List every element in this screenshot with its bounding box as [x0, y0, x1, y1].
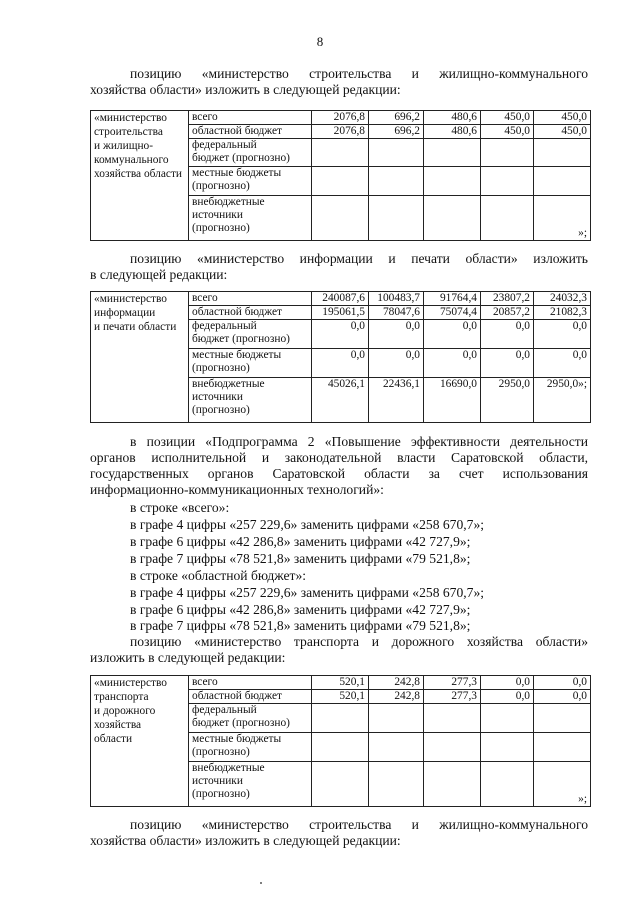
row-label-line: источники: [192, 775, 243, 787]
paragraph-line: позицию «министерство строительства и жилищно-коммунального: [130, 817, 588, 832]
value-cell: [312, 704, 369, 733]
value-cell: 0,0: [534, 676, 591, 690]
value-cell: [481, 196, 534, 241]
value-cell: 240087,6: [312, 292, 369, 306]
value-cell: 0,0: [369, 349, 424, 378]
paragraph-information-intro: [90, 251, 588, 283]
value-cell: [369, 139, 424, 167]
value-cell: [424, 733, 481, 762]
paragraph-subprogram-2: [90, 434, 588, 498]
paragraph-construction-repeat: [90, 817, 588, 849]
row-label: [189, 125, 312, 139]
value-cell: 2076,8: [312, 111, 369, 125]
row-label-line: (прогнозно): [192, 788, 250, 800]
org-name-line: «министерство: [94, 677, 168, 689]
value-cell: 75074,4: [424, 306, 481, 320]
value-cell: 91764,4: [424, 292, 481, 306]
value-cell: [369, 704, 424, 733]
table-row: [91, 292, 591, 306]
table-construction-ministry: [90, 110, 591, 241]
org-name-line: информации: [94, 307, 156, 319]
row-label: [189, 320, 312, 349]
value-cell: 0,0: [481, 349, 534, 378]
row-label-line: источники: [192, 391, 243, 403]
value-cell: 24032,3: [534, 292, 591, 306]
value-cell: »;: [534, 196, 591, 241]
value-cell: 450,0: [534, 125, 591, 139]
value-cell: 2950,0»;: [534, 378, 591, 423]
value-cell: 23807,2: [481, 292, 534, 306]
row-label-line: федеральный: [192, 320, 257, 332]
paragraph-construction-intro: [90, 66, 588, 98]
value-cell: 45026,1: [312, 378, 369, 423]
row-label-line: всего: [192, 111, 218, 123]
row-label: [189, 690, 312, 704]
org-name-cell: [91, 111, 189, 241]
edit-line: в строке «областной бюджет»:: [130, 568, 307, 583]
edit-line: в графе 4 цифры «257 229,6» заменить цифрами «258 670,7»;: [130, 517, 485, 532]
row-label-line: областной бюджет: [192, 690, 282, 702]
paragraph-line: позицию «министерство строительства и жилищно-коммунального: [130, 66, 588, 81]
value-cell: 450,0: [481, 125, 534, 139]
org-name-cell: [91, 292, 189, 423]
edit-line: в графе 4 цифры «257 229,6» заменить цифрами «258 670,7»;: [130, 585, 485, 600]
row-label: [189, 139, 312, 167]
row-label: [189, 676, 312, 690]
value-cell: 0,0: [534, 690, 591, 704]
value-cell: 450,0: [481, 111, 534, 125]
org-name-cell: [91, 676, 189, 807]
value-cell: 520,1: [312, 690, 369, 704]
value-cell: [534, 733, 591, 762]
row-label-line: федеральный: [192, 704, 257, 716]
value-cell: 0,0: [481, 320, 534, 349]
value-cell: 78047,6: [369, 306, 424, 320]
value-cell: [424, 762, 481, 807]
value-cell: [312, 733, 369, 762]
value-cell: [424, 139, 481, 167]
org-name-line: хозяйства области: [94, 168, 183, 180]
value-cell: 20857,2: [481, 306, 534, 320]
org-name-line: области: [94, 733, 133, 745]
page-number: 8: [316, 34, 324, 49]
paragraph-line: в позиции «Подпрограмма 2 «Повышение эффективности деятельности: [130, 434, 588, 449]
row-label: [189, 378, 312, 423]
row-label-line: источники: [192, 209, 243, 221]
scan-speck: [260, 882, 262, 884]
value-cell: [534, 704, 591, 733]
paragraph-line: органов исполнительной и законодательной власти Саратовской области,: [90, 450, 588, 465]
table-row: [91, 676, 591, 690]
row-label-line: местные бюджеты: [192, 349, 282, 361]
org-name-line: «министерство: [94, 293, 168, 305]
value-cell: [369, 196, 424, 241]
row-label-line: местные бюджеты: [192, 733, 282, 745]
value-cell: 0,0: [312, 320, 369, 349]
row-label: [189, 167, 312, 196]
org-name-line: и жилищно-: [94, 140, 154, 152]
value-cell: [312, 139, 369, 167]
value-cell: 0,0: [424, 320, 481, 349]
value-cell: [424, 196, 481, 241]
org-name-line: «министерство: [94, 112, 168, 124]
value-cell: 0,0: [424, 349, 481, 378]
value-cell: [481, 167, 534, 196]
row-label-line: местные бюджеты: [192, 167, 282, 179]
row-label-line: (прогнозно): [192, 362, 250, 374]
value-cell: [481, 733, 534, 762]
value-cell: 0,0: [481, 676, 534, 690]
row-label-line: областной бюджет: [192, 306, 282, 318]
row-label-line: федеральный: [192, 139, 257, 151]
value-cell: [534, 167, 591, 196]
value-cell: [369, 762, 424, 807]
row-label-line: внебюджетные: [192, 762, 265, 774]
table-transport-ministry: [90, 675, 591, 807]
value-cell: 450,0: [534, 111, 591, 125]
value-cell: [481, 762, 534, 807]
paragraph-line: хозяйства области» изложить в следующей редакции:: [90, 833, 401, 848]
row-label-line: внебюджетные: [192, 378, 265, 390]
row-label-line: областной бюджет: [192, 125, 282, 137]
row-label: [189, 306, 312, 320]
value-cell: [481, 139, 534, 167]
edit-line: в графе 7 цифры «78 521,8» заменить цифрами «79 521,8»;: [130, 551, 471, 566]
value-cell: 242,8: [369, 690, 424, 704]
edit-line: в графе 7 цифры «78 521,8» заменить цифрами «79 521,8»;: [130, 618, 471, 633]
row-label: [189, 733, 312, 762]
row-label: [189, 196, 312, 241]
value-cell: 22436,1: [369, 378, 424, 423]
org-name-line: транспорта: [94, 691, 149, 703]
value-cell: [312, 762, 369, 807]
value-cell: 0,0: [312, 349, 369, 378]
value-cell: 2950,0: [481, 378, 534, 423]
row-label: [189, 762, 312, 807]
value-cell: 480,6: [424, 111, 481, 125]
value-cell: [424, 704, 481, 733]
edit-line: в графе 6 цифры «42 286,8» заменить цифрами «42 727,9»;: [130, 602, 471, 617]
paragraph-line: позицию «министерство транспорта и дорожного хозяйства области»: [130, 634, 588, 649]
paragraph-line: хозяйства области» изложить в следующей редакции:: [90, 82, 401, 97]
row-label-line: внебюджетные: [192, 196, 265, 208]
org-name-line: коммунального: [94, 154, 169, 166]
row-label: [189, 704, 312, 733]
value-cell: 0,0: [481, 690, 534, 704]
row-label-line: (прогнозно): [192, 180, 250, 192]
table-row: [91, 111, 591, 125]
value-cell: [369, 167, 424, 196]
value-cell: [312, 196, 369, 241]
row-label-line: бюджет (прогнозно): [192, 152, 290, 164]
value-cell: 195061,5: [312, 306, 369, 320]
paragraph-transport-intro: [90, 634, 588, 666]
value-cell: [312, 167, 369, 196]
value-cell: 242,8: [369, 676, 424, 690]
value-cell: 2076,8: [312, 125, 369, 139]
value-cell: 520,1: [312, 676, 369, 690]
org-name-line: и дорожного: [94, 705, 156, 717]
row-label: [189, 292, 312, 306]
value-cell: [424, 167, 481, 196]
value-cell: 696,2: [369, 125, 424, 139]
value-cell: [534, 139, 591, 167]
row-label-line: (прогнозно): [192, 404, 250, 416]
org-name-line: строительства: [94, 126, 163, 138]
value-cell: 696,2: [369, 111, 424, 125]
row-label-line: бюджет (прогнозно): [192, 333, 290, 345]
value-cell: 480,6: [424, 125, 481, 139]
value-cell: 0,0: [534, 320, 591, 349]
value-cell: 277,3: [424, 690, 481, 704]
paragraph-line: информационно-коммуникационных технологий»:: [90, 482, 384, 497]
paragraph-line: в следующей редакции:: [90, 267, 228, 282]
row-label: [189, 111, 312, 125]
edit-line: в графе 6 цифры «42 286,8» заменить цифрами «42 727,9»;: [130, 534, 471, 549]
table-information-ministry: [90, 291, 591, 423]
value-cell: [369, 733, 424, 762]
value-cell: 0,0: [369, 320, 424, 349]
value-cell: 21082,3: [534, 306, 591, 320]
value-cell: 16690,0: [424, 378, 481, 423]
org-name-line: и печати области: [94, 321, 177, 333]
row-label-line: (прогнозно): [192, 746, 250, 758]
paragraph-line: государственных органов Саратовской области за счет использования: [90, 466, 588, 481]
value-cell: 100483,7: [369, 292, 424, 306]
paragraph-line: изложить в следующей редакции:: [90, 650, 286, 665]
value-cell: »;: [534, 762, 591, 807]
row-label-line: всего: [192, 676, 218, 688]
value-cell: 0,0: [534, 349, 591, 378]
org-name-line: хозяйства: [94, 719, 142, 731]
edit-line: в строке «всего»:: [130, 500, 230, 515]
row-label-line: всего: [192, 292, 218, 304]
row-label-line: бюджет (прогнозно): [192, 717, 290, 729]
paragraph-line: позицию «министерство информации и печати области» изложить: [130, 251, 588, 266]
row-label: [189, 349, 312, 378]
value-cell: 277,3: [424, 676, 481, 690]
row-label-line: (прогнозно): [192, 222, 250, 234]
value-cell: [481, 704, 534, 733]
